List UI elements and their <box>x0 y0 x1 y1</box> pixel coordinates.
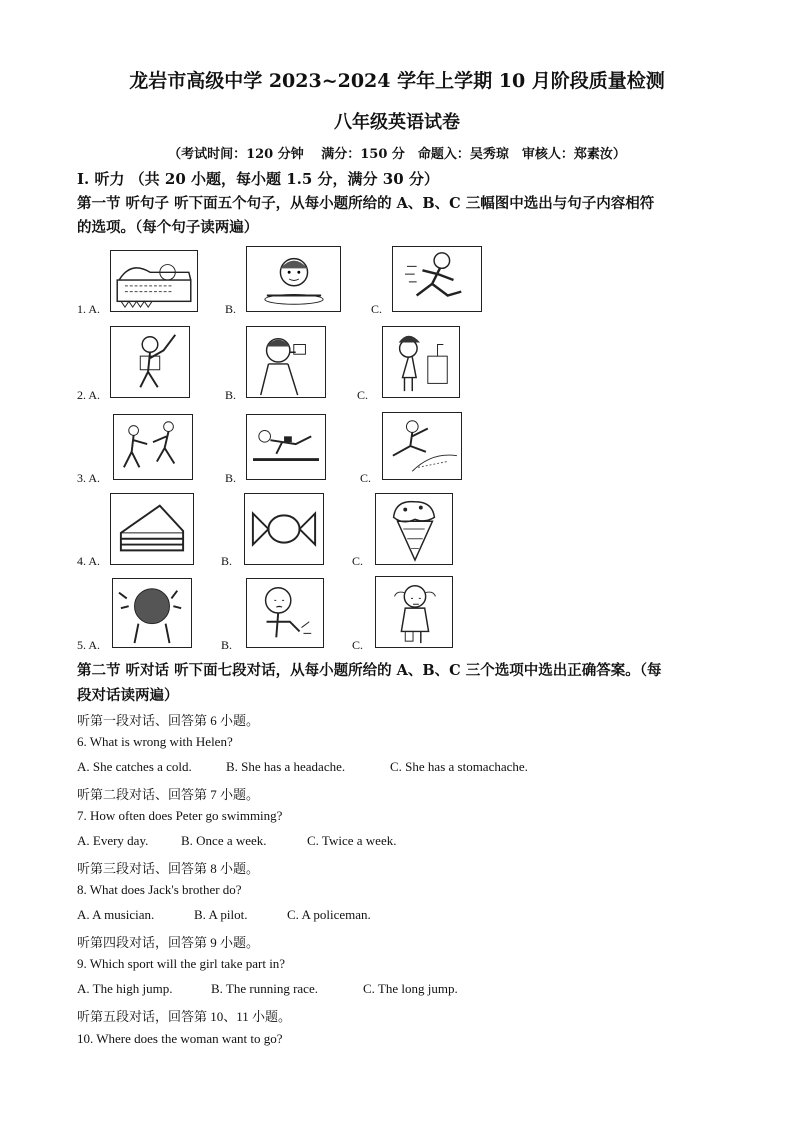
dialogue-intro-3: 听第三段对话、回答第 8 小题。 <box>77 861 260 876</box>
q2-label-b: B. <box>225 388 237 402</box>
q9-option-b: B. The running race. <box>211 981 318 996</box>
q6-option-c: C. She has a stomachache. <box>390 759 528 774</box>
part2-instruction-line2: 段对话读两遍） <box>77 687 179 704</box>
q4-label-b: B. <box>221 554 233 568</box>
part2-instruction-line1: 第二节 听对话 听下面七段对话，从每小题所给的 A、B、C 三个选项中选出正确答案。（每 <box>77 662 662 679</box>
q5-label-a: 5. A. <box>77 638 101 652</box>
q7-option-c: C. Twice a week. <box>307 833 397 848</box>
sleeping-in-bed-icon <box>110 250 198 312</box>
section-heading: Ⅰ. 听力 （共 20 小题，每小题 1.5 分，满分 30 分） <box>77 170 439 188</box>
boy-with-bat-icon <box>110 326 190 398</box>
dialogue-intro-4: 听第四段对话，回答第 9 小题。 <box>77 935 260 950</box>
angry-person-icon <box>112 578 192 648</box>
high-jump-icon <box>246 414 326 480</box>
q4-label-c: C. <box>352 554 364 568</box>
q3-label-c: C. <box>360 471 372 485</box>
q7-option-a: A. Every day. <box>77 833 149 848</box>
q9-option-c: C. The long jump. <box>363 981 458 996</box>
q5-label-b: B. <box>221 638 233 652</box>
question-6: 6. What is wrong with Helen? <box>77 734 233 749</box>
q8-option-b: B. A pilot. <box>194 907 248 922</box>
sandwich-icon <box>110 493 194 565</box>
q4-label-a: 4. A. <box>77 554 101 568</box>
q3-label-b: B. <box>225 471 237 485</box>
candy-icon <box>244 493 324 565</box>
long-jump-icon <box>382 412 462 480</box>
girl-washing-hands-icon <box>382 326 460 398</box>
q6-option-b: B. She has a headache. <box>226 759 346 774</box>
part1-instruction-line2: 的选项。（每个句子读两遍） <box>77 219 259 236</box>
dialogue-intro-2: 听第二段对话、回答第 7 小题。 <box>77 787 260 802</box>
q1-label-c: C. <box>371 302 383 316</box>
girl-eating-icon <box>246 246 341 312</box>
q6-option-a: A. She catches a cold. <box>77 759 192 774</box>
boy-with-toothache-icon <box>246 578 324 648</box>
ice-cream-icon <box>375 493 453 565</box>
question-10: 10. Where does the woman want to go? <box>77 1031 283 1046</box>
exam-info: （考试时间：120 分钟 满分：150 分 命题入：吴秀琼 审核人：郑素汝） <box>168 147 626 162</box>
q8-option-a: A. A musician. <box>77 907 155 922</box>
q3-label-a: 3. A. <box>77 471 101 485</box>
q9-option-a: A. The high jump. <box>77 981 173 996</box>
exam-subtitle: 八年级英语试卷 <box>334 112 460 133</box>
relay-race-icon <box>113 414 193 480</box>
q5-label-c: C. <box>352 638 364 652</box>
q7-option-b: B. Once a week. <box>181 833 267 848</box>
girl-with-hurt-leg-icon <box>375 576 453 648</box>
question-8: 8. What does Jack's brother do? <box>77 882 242 897</box>
q1-label-a: 1. A. <box>77 302 101 316</box>
question-9: 9. Which sport will the girl take part in? <box>77 956 286 971</box>
exam-title: 龙岩市高级中学 2023~2024 学年上学期 10 月阶段质量检测 <box>129 70 665 92</box>
q2-label-a: 2. A. <box>77 388 101 402</box>
dialogue-intro-5: 听第五段对话，回答第 10、11 小题。 <box>77 1009 292 1024</box>
girl-drinking-icon <box>246 326 326 398</box>
part1-instruction-line1: 第一节 听句子 听下面五个句子，从每小题所给的 A、B、C 三幅图中选出与句子内容相符 <box>77 195 655 212</box>
q2-label-c: C. <box>357 388 369 402</box>
question-7: 7. How often does Peter go swimming? <box>77 808 283 823</box>
q8-option-c: C. A policeman. <box>287 907 371 922</box>
dialogue-intro-1: 听第一段对话、回答第 6 小题。 <box>77 713 260 728</box>
q1-label-b: B. <box>225 302 237 316</box>
boy-running-icon <box>392 246 482 312</box>
